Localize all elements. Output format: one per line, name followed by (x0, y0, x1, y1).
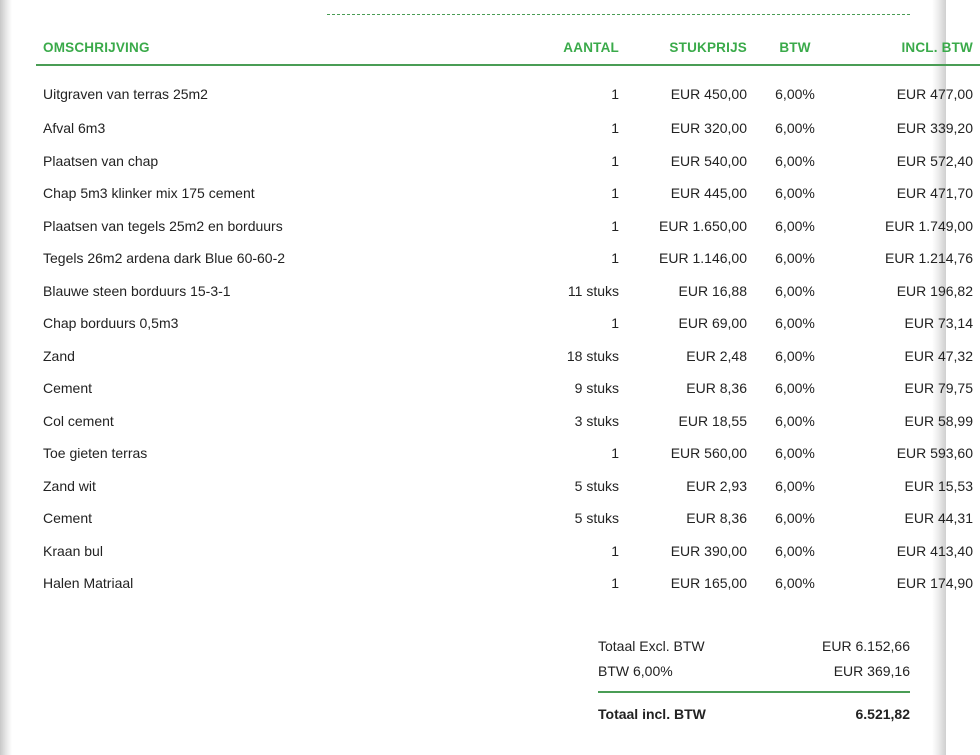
item-vat: 6,00% (775, 412, 815, 429)
item-unit-price: EUR 69,00 (678, 315, 747, 332)
item-vat: 6,00% (775, 347, 815, 364)
item-description: Toe gieten terras (43, 445, 148, 462)
item-description: Halen Matriaal (43, 575, 134, 592)
item-unit-price: EUR 320,00 (670, 120, 747, 137)
total-incl-row (598, 693, 910, 735)
item-quantity: 1 (611, 445, 619, 462)
item-vat: 6,00% (775, 477, 815, 494)
item-incl-vat: EUR 174,90 (896, 575, 973, 592)
header-unit-price: STUKPRIJS (626, 30, 754, 65)
invoice-document (36, 30, 973, 600)
item-unit-price: EUR 2,93 (686, 477, 747, 494)
header-description: OMSCHRIJVING (36, 30, 510, 65)
vat-value: EUR 369,16 (833, 662, 910, 679)
page-shadow-left (0, 0, 12, 755)
item-unit-price: EUR 8,36 (686, 380, 747, 397)
item-quantity: 1 (611, 542, 619, 559)
table-row (36, 340, 980, 373)
item-vat: 6,00% (775, 152, 815, 169)
table-row (36, 372, 980, 405)
item-unit-price: EUR 18,55 (678, 412, 747, 429)
item-unit-price: EUR 8,36 (686, 510, 747, 527)
item-incl-vat: EUR 44,31 (904, 510, 973, 527)
item-incl-vat: EUR 15,53 (904, 477, 973, 494)
item-vat: 6,00% (775, 445, 815, 462)
table-row (36, 307, 980, 340)
table-row (36, 210, 980, 243)
item-quantity: 1 (611, 575, 619, 592)
item-vat: 6,00% (775, 575, 815, 592)
item-incl-vat: EUR 471,70 (896, 185, 973, 202)
item-description: Plaatsen van chap (43, 152, 159, 169)
item-description: Uitgraven van terras 25m2 (43, 86, 208, 102)
item-vat: 6,00% (775, 282, 815, 299)
item-unit-price: EUR 2,48 (686, 347, 747, 364)
item-unit-price: EUR 540,00 (670, 152, 747, 169)
total-excl-value: EUR 6.152,66 (822, 637, 910, 654)
item-quantity: 3 stuks (574, 412, 619, 429)
table-row (36, 275, 980, 308)
table-row (36, 112, 980, 145)
item-quantity: 1 (611, 315, 619, 332)
item-incl-vat: EUR 1.214,76 (885, 250, 973, 267)
item-description: Afval 6m3 (43, 120, 106, 137)
item-unit-price: EUR 445,00 (670, 185, 747, 202)
item-unit-price: EUR 1.146,00 (659, 250, 747, 267)
table-row (36, 65, 980, 112)
item-vat: 6,00% (775, 380, 815, 397)
table-row (36, 242, 980, 275)
item-description: Cement (43, 510, 93, 527)
table-row (36, 437, 980, 470)
item-incl-vat: EUR 47,32 (904, 347, 973, 364)
item-vat: 6,00% (775, 120, 815, 137)
item-description: Plaatsen van tegels 25m2 en borduurs (43, 217, 283, 234)
table-row (36, 535, 980, 568)
item-quantity: 1 (611, 185, 619, 202)
item-quantity: 1 (611, 120, 619, 137)
item-quantity: 5 stuks (574, 510, 619, 527)
line-items-body (36, 65, 980, 600)
item-unit-price: EUR 390,00 (670, 542, 747, 559)
item-unit-price: EUR 450,00 (670, 86, 747, 102)
item-vat: 6,00% (775, 185, 815, 202)
table-row (36, 145, 980, 178)
item-quantity: 18 stuks (566, 347, 619, 364)
item-incl-vat: EUR 1.749,00 (885, 217, 973, 234)
dashed-divider (327, 14, 910, 15)
item-description: Blauwe steen borduurs 15-3-1 (43, 282, 231, 299)
total-excl-row (598, 633, 910, 658)
header-vat: BTW (754, 30, 836, 65)
item-vat: 6,00% (775, 250, 815, 267)
header-quantity: AANTAL (510, 30, 626, 65)
item-description: Chap borduurs 0,5m3 (43, 315, 179, 332)
table-row (36, 470, 980, 503)
table-row (36, 502, 980, 535)
item-description: Zand wit (43, 477, 96, 494)
item-description: Cement (43, 380, 93, 397)
table-row (36, 177, 980, 210)
item-incl-vat: EUR 58,99 (904, 412, 973, 429)
item-incl-vat: EUR 79,75 (904, 380, 973, 397)
item-incl-vat: EUR 572,40 (896, 152, 973, 169)
item-vat: 6,00% (775, 217, 815, 234)
item-quantity: 9 stuks (574, 380, 619, 397)
total-incl-label: Totaal incl. BTW (598, 706, 706, 722)
item-incl-vat: EUR 477,00 (896, 86, 973, 102)
line-items-table (36, 30, 980, 600)
total-incl-value: 6.521,82 (855, 706, 910, 722)
item-quantity: 1 (611, 250, 619, 267)
item-vat: 6,00% (775, 510, 815, 527)
table-row (36, 567, 980, 600)
item-unit-price: EUR 1.650,00 (659, 217, 747, 234)
totals-block (598, 633, 910, 735)
item-incl-vat: EUR 196,82 (896, 282, 973, 299)
item-quantity: 1 (611, 86, 619, 102)
item-unit-price: EUR 16,88 (678, 282, 747, 299)
item-unit-price: EUR 165,00 (670, 575, 747, 592)
total-excl-label: Totaal Excl. BTW (598, 637, 705, 654)
table-row (36, 405, 980, 438)
item-vat: 6,00% (775, 86, 815, 102)
item-description: Col cement (43, 412, 114, 429)
item-description: Chap 5m3 klinker mix 175 cement (43, 185, 255, 202)
item-vat: 6,00% (775, 315, 815, 332)
item-vat: 6,00% (775, 542, 815, 559)
table-header-row (36, 30, 980, 65)
item-quantity: 5 stuks (574, 477, 619, 494)
item-incl-vat: EUR 339,20 (896, 120, 973, 137)
item-unit-price: EUR 560,00 (670, 445, 747, 462)
item-description: Kraan bul (43, 542, 103, 559)
vat-row (598, 658, 910, 683)
item-description: Tegels 26m2 ardena dark Blue 60-60-2 (43, 250, 286, 267)
item-quantity: 1 (611, 217, 619, 234)
header-incl-vat: INCL. BTW (836, 30, 980, 65)
item-quantity: 1 (611, 152, 619, 169)
item-incl-vat: EUR 593,60 (896, 445, 973, 462)
vat-label: BTW 6,00% (598, 662, 673, 679)
item-quantity: 11 stuks (567, 282, 619, 299)
item-description: Zand (43, 347, 75, 364)
item-incl-vat: EUR 73,14 (904, 315, 973, 332)
item-incl-vat: EUR 413,40 (896, 542, 973, 559)
